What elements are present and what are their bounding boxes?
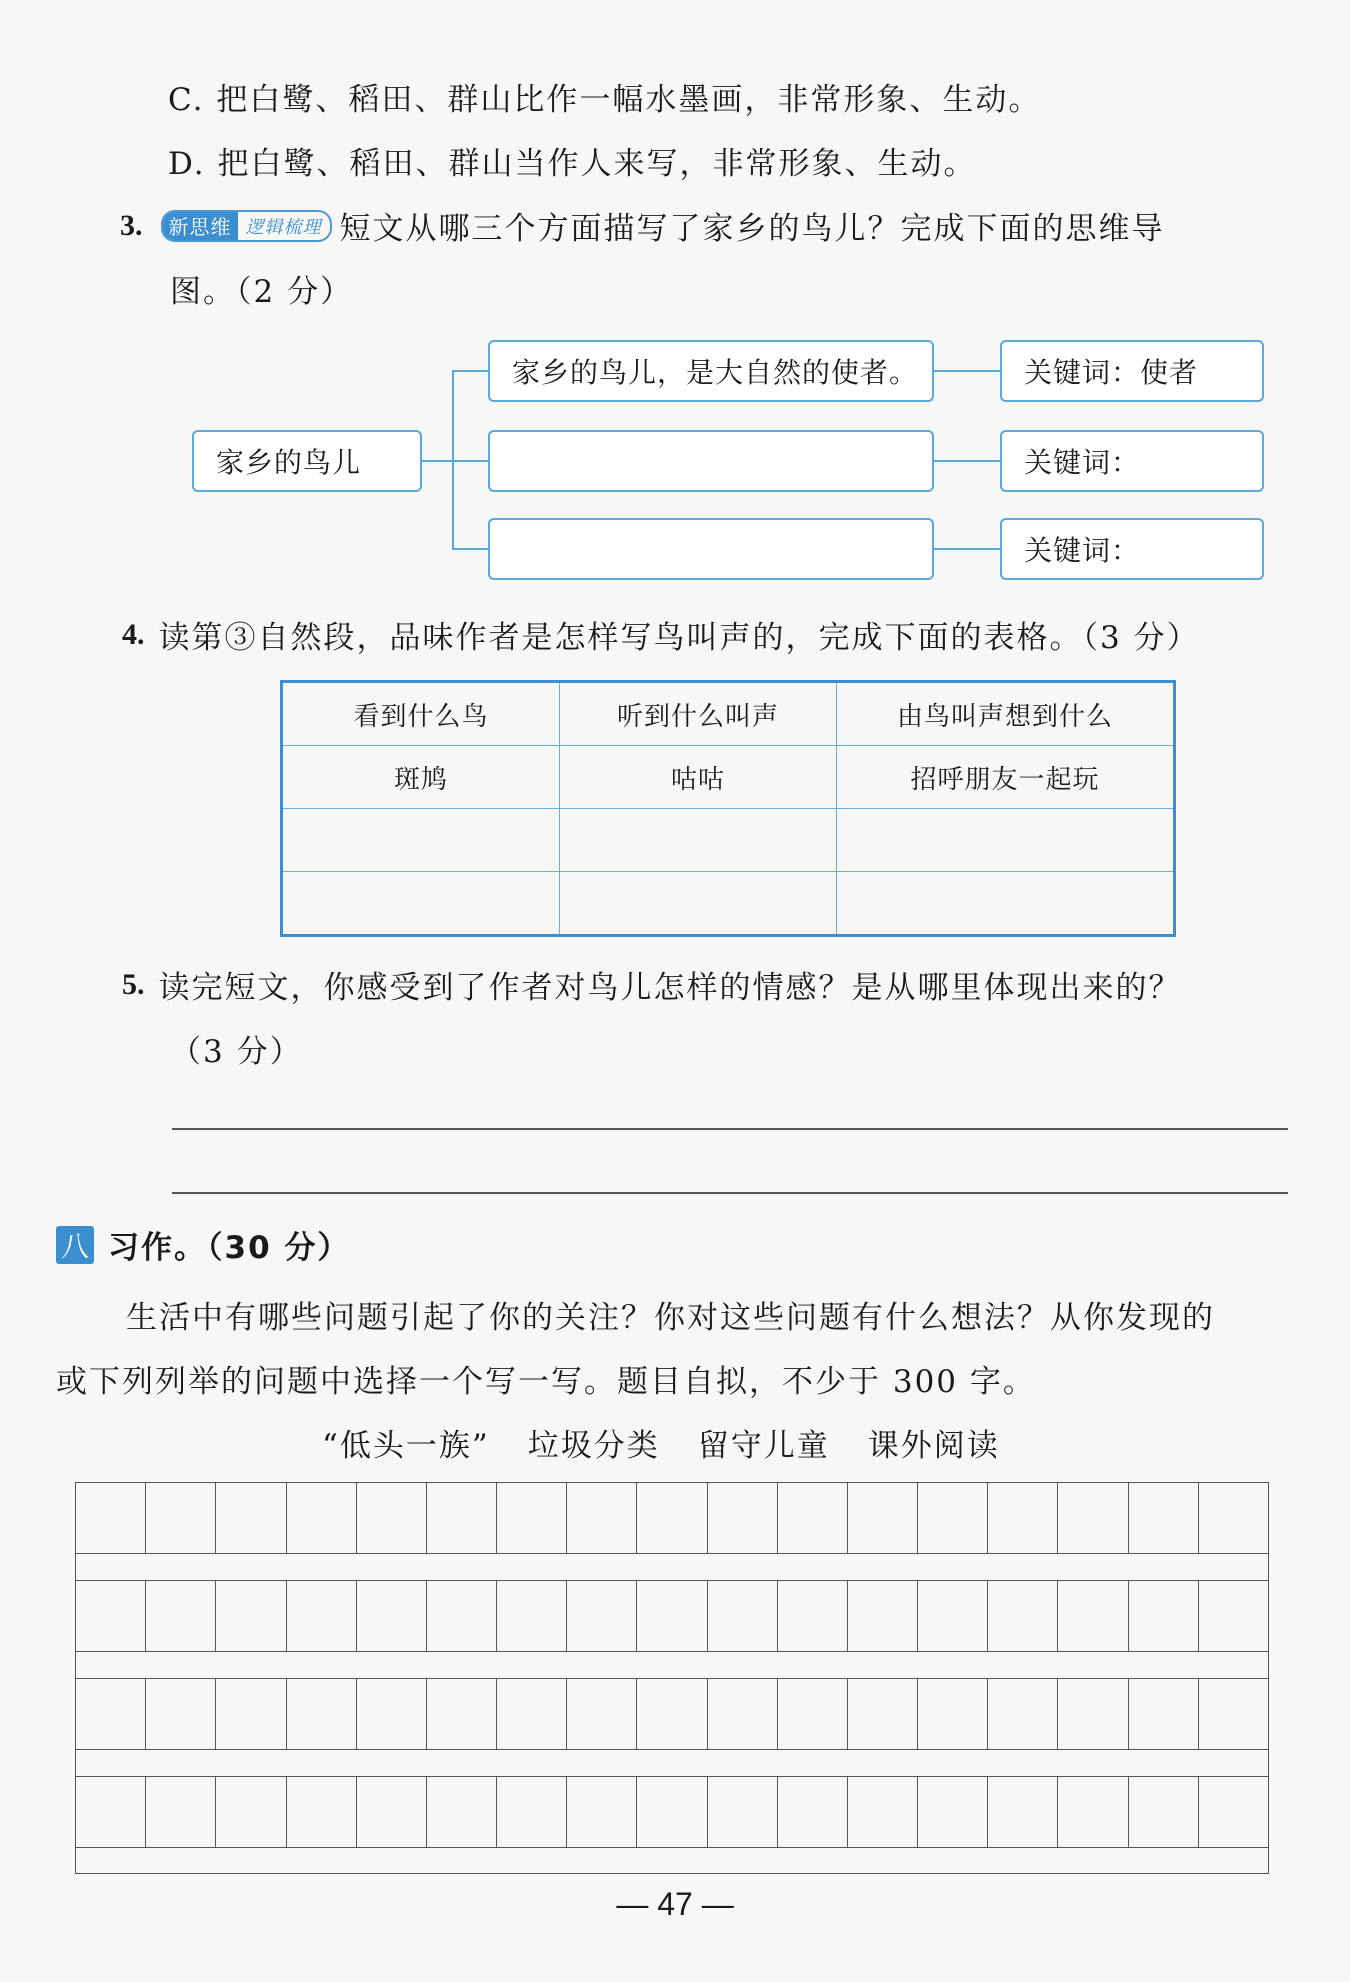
table-cell[interactable] xyxy=(282,809,560,872)
writing-row[interactable] xyxy=(75,1482,1269,1554)
branch-keyword-3[interactable]: 关键词： xyxy=(1000,518,1264,580)
option-d: D. 把白鹭、稻田、群山当作人来写，非常形象、生动。 xyxy=(168,146,977,182)
essay-prompt-line2: 或下列列举的问题中选择一个写一写。题目自拟，不少于 300 字。 xyxy=(56,1364,1036,1400)
topic-item: 留守儿童 xyxy=(697,1428,830,1464)
question-5-text-cont: （3 分） xyxy=(170,1034,303,1070)
table-row xyxy=(282,746,1175,809)
connector xyxy=(934,548,1000,550)
mindmap-root: 家乡的鸟儿 xyxy=(192,430,422,492)
topic-list xyxy=(322,1420,1000,1465)
branch-content-1: 家乡的鸟儿，是大自然的使者。 xyxy=(488,340,934,402)
table-row[interactable] xyxy=(282,809,1175,872)
question-number: 4. xyxy=(122,617,145,651)
table-cell: 斑鸠 xyxy=(282,746,560,809)
table-cell[interactable] xyxy=(837,872,1175,936)
table-header: 由鸟叫声想到什么 xyxy=(837,682,1175,746)
topic-item: 垃圾分类 xyxy=(527,1428,660,1464)
row-gap xyxy=(75,1554,1269,1580)
writing-row[interactable] xyxy=(75,1580,1269,1652)
table-cell: 招呼朋友一起玩 xyxy=(837,746,1175,809)
row-gap xyxy=(75,1750,1269,1776)
topic-item: “低头一族” xyxy=(322,1428,490,1464)
row-gap xyxy=(75,1652,1269,1678)
connector xyxy=(934,370,1000,372)
section-title: 习作。（30 分） xyxy=(108,1230,351,1266)
table-row[interactable] xyxy=(282,872,1175,936)
branch-keyword-2[interactable]: 关键词： xyxy=(1000,430,1264,492)
bird-call-table xyxy=(280,680,1176,937)
question-number: 5. xyxy=(122,967,145,1001)
question-4 xyxy=(122,612,1200,657)
question-3 xyxy=(120,203,1165,248)
branch-content-3[interactable] xyxy=(488,518,934,580)
section-mark: 八 xyxy=(56,1226,94,1264)
essay-prompt-line1: 生活中有哪些问题引起了你的关注？你对这些问题有什么想法？从你发现的 xyxy=(126,1300,1215,1336)
question-5 xyxy=(122,962,1182,1007)
topic-item: 课外阅读 xyxy=(867,1428,1000,1464)
badge-main-label: 新思维 xyxy=(163,212,238,240)
question-text: 读第③自然段，品味作者是怎样写鸟叫声的，完成下面的表格。（3 分） xyxy=(158,620,1200,656)
badge-sub-label: 逻辑梳理 xyxy=(245,216,322,238)
connector xyxy=(452,370,488,372)
branch-content-2[interactable] xyxy=(488,430,934,492)
connector xyxy=(452,460,488,462)
section-8-heading xyxy=(56,1222,350,1267)
table-cell[interactable] xyxy=(560,872,837,936)
writing-row[interactable] xyxy=(75,1776,1269,1848)
connector xyxy=(422,460,452,462)
question-number: 3. xyxy=(120,208,143,242)
table-header-row xyxy=(282,682,1175,746)
option-c: C. 把白鹭、稻田、群山比作一幅水墨画，非常形象、生动。 xyxy=(168,82,1042,118)
table-cell[interactable] xyxy=(282,872,560,936)
table-cell: 咕咕 xyxy=(560,746,837,809)
question-text: 短文从哪三个方面描写了家乡的鸟儿？完成下面的思维导 xyxy=(339,211,1165,247)
table-cell[interactable] xyxy=(560,809,837,872)
table-header: 听到什么叫声 xyxy=(560,682,837,746)
question-3-text-cont: 图。（2 分） xyxy=(170,274,354,310)
question-text: 读完短文，你感受到了作者对鸟儿怎样的情感？是从哪里体现出来的？ xyxy=(158,970,1182,1006)
answer-line[interactable] xyxy=(172,1192,1288,1194)
table-header: 看到什么鸟 xyxy=(282,682,560,746)
writing-row[interactable] xyxy=(75,1678,1269,1750)
connector xyxy=(452,548,488,550)
answer-line[interactable] xyxy=(172,1128,1288,1130)
connector xyxy=(934,460,1000,462)
table-cell[interactable] xyxy=(837,809,1175,872)
row-gap xyxy=(75,1848,1269,1874)
branch-keyword-1: 关键词：使者 xyxy=(1000,340,1264,402)
new-thinking-badge xyxy=(161,210,332,242)
page-number: — 47 — xyxy=(616,1886,734,1922)
